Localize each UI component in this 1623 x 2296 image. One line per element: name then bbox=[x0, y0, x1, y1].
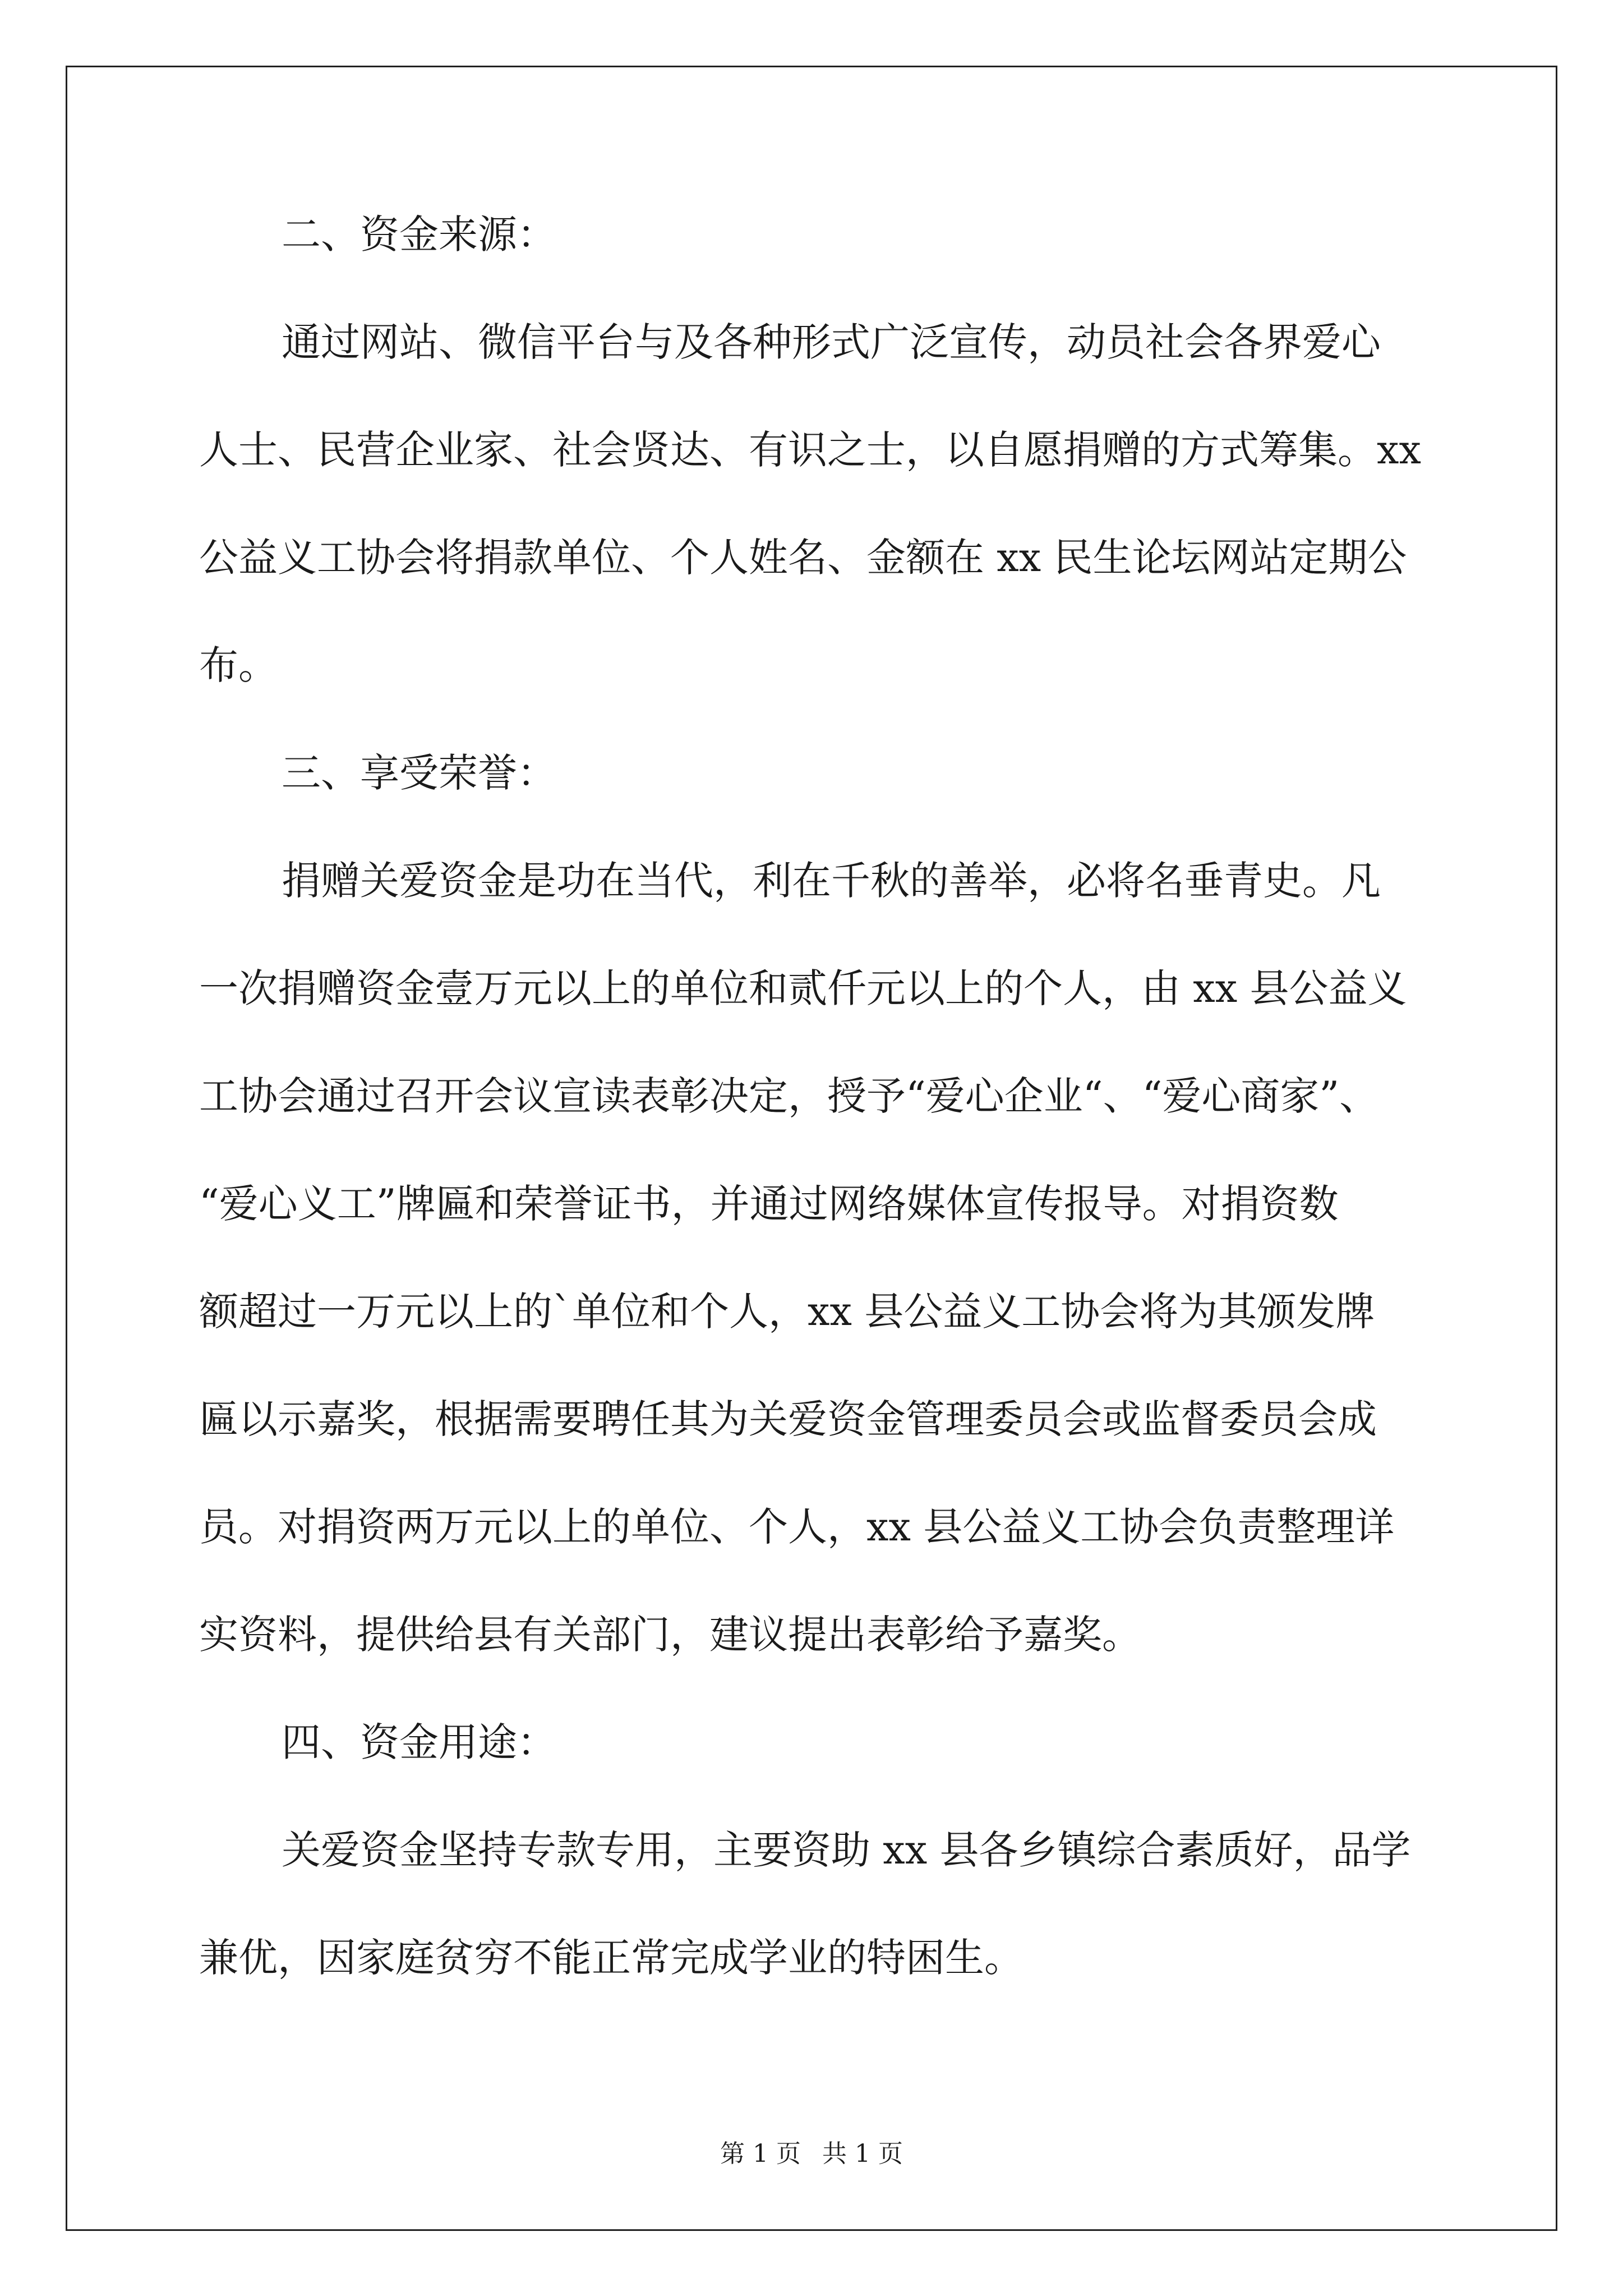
paragraph-line: 匾以示嘉奖，根据需要聘任其为关爱资金管理委员会或监督委员会成 bbox=[199, 1396, 1377, 1442]
paragraph-line: 布。 bbox=[199, 642, 278, 688]
paragraph-line: 关爱资金坚持专款专用，主要资助 xx 县各乡镇综合素质好，品学 bbox=[282, 1827, 1411, 1873]
page-number: 第 1 页 bbox=[720, 2139, 801, 2168]
paragraph-line: 员。对捐资两万元以上的单位、个人，xx 县公益义工协会负责整理详 bbox=[199, 1504, 1395, 1550]
section-heading-fund-usage: 四、资金用途： bbox=[282, 1719, 556, 1765]
paragraph-line: 通过网站、微信平台与及各种形式广泛宣传，动员社会各界爱心 bbox=[282, 319, 1381, 365]
paragraph-line: 公益义工协会将捐款单位、个人姓名、金额在 xx 民生论坛网站定期公 bbox=[199, 535, 1407, 581]
section-heading-honors: 三、享受荣誉： bbox=[282, 750, 556, 796]
paragraph-line: 兼优，因家庭贫穷不能正常完成学业的特困生。 bbox=[199, 1935, 1023, 1981]
paragraph-line: 人士、民营企业家、社会贤达、有识之士，以自愿捐赠的方式筹集。xx bbox=[199, 427, 1421, 473]
paragraph-line: “爱心义工”牌匾和荣誉证书，并通过网络媒体宣传报导。对捐资数 bbox=[199, 1181, 1339, 1227]
paragraph-line: 捐赠关爱资金是功在当代，利在千秋的善举，必将名垂青史。凡 bbox=[282, 858, 1381, 904]
paragraph-line: 额超过一万元以上的`单位和个人，xx 县公益义工协会将为其颁发牌 bbox=[199, 1289, 1375, 1335]
paragraph-line: 一次捐赠资金壹万元以上的单位和贰仟元以上的个人，由 xx 县公益义 bbox=[199, 965, 1407, 1011]
page-footer bbox=[0, 2137, 1623, 2171]
section-heading-funding-source: 二、资金来源： bbox=[282, 211, 556, 257]
paragraph-line: 工协会通过召开会议宣读表彰决定，授予“爱心企业“、“爱心商家”、 bbox=[199, 1073, 1379, 1119]
page-total: 共 1 页 bbox=[822, 2139, 903, 2168]
document-body bbox=[199, 208, 1422, 2039]
paragraph-line: 实资料，提供给县有关部门，建议提出表彰给予嘉奖。 bbox=[199, 1612, 1141, 1658]
